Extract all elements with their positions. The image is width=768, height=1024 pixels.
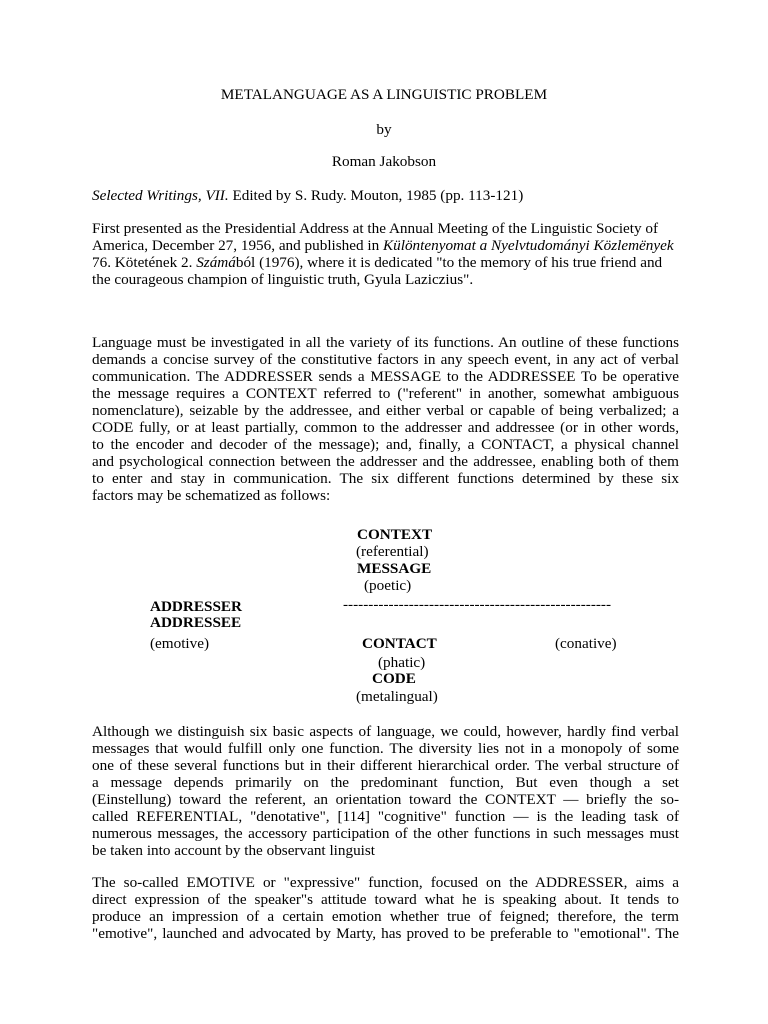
paragraph-emotive [92, 874, 679, 942]
paragraph-line: Language must be investigated in all the variety of its functions. An outline of these functions [92, 334, 679, 351]
citation-source: Selected Writings, VII. [92, 187, 229, 204]
paragraph-line: demands a concise survey of the constitutive factors in any speech event, in any act of verbal [92, 351, 679, 368]
scheme-emotive: (emotive) [150, 635, 210, 652]
note-text-3: ból (1976), where it is dedicated "to the memory of his true friend and the courageous champion of linguistic truth, Gyula Laziczius". [92, 254, 663, 288]
paragraph-line: direct expression of the speaker"s attitude toward what he is speaking about. It tends to [92, 891, 679, 908]
presentation-note [92, 220, 682, 288]
paragraph-line: a message depends primarily on the predominant function, But even though a set [92, 774, 679, 791]
paragraph-multifunction [92, 723, 679, 859]
scheme-addressee: ADDRESSEE [150, 614, 242, 631]
paragraph-line: factors may be schematized as follows: [92, 487, 331, 504]
paragraph-line: and psychological connection between the addresser and the addressee, enabling both of them [92, 453, 679, 470]
paragraph-line: The so-called EMOTIVE or "expressive" function, focused on the ADDRESSER, aims a [92, 874, 679, 891]
paragraph-line: to enter and stay in communication. The six different functions determined by these six [92, 470, 679, 487]
scheme-context: CONTEXT [357, 526, 433, 543]
scheme-addresser: ADDRESSER [150, 598, 242, 615]
paragraph-line: called REFERENTIAL, "denotative", [114] "cognitive" function — is the leading task of [92, 808, 679, 825]
scheme-phatic: (phatic) [378, 654, 426, 671]
scheme-message: MESSAGE [357, 560, 432, 577]
paragraph-line: one of these several functions but in their different hierarchical order. The verbal structure of [92, 757, 679, 774]
scheme-conative: (conative) [555, 635, 617, 652]
paragraph-line: Although we distinguish six basic aspects of language, we could, however, hardly find verbal [92, 723, 679, 740]
scheme-referential: (referential) [356, 543, 429, 560]
paragraph-line: nomenclature), seizable by the addressee, and either verbal or capable of being verbalized; a [92, 402, 679, 419]
citation [92, 187, 679, 204]
note-journal-title: Különtenyomat a Nyelvtudományi Közlemënyek [383, 237, 674, 254]
paragraph-line: communication. The ADDRESSER sends a MESSAGE to the ADDRESSEE To be operative [92, 368, 679, 385]
scheme-metalingual: (metalingual) [356, 688, 438, 705]
citation-details: Edited by S. Rudy. Mouton, 1985 (pp. 113-121) [228, 187, 524, 204]
paragraph-line: produce an impression of a certain emotion whether true of feigned; therefore, the term [92, 908, 679, 925]
note-italic-word: Számá [196, 254, 236, 271]
scheme-poetic: (poetic) [364, 577, 412, 594]
paragraph-line: (Einstellung) toward the referent, an orientation toward the CONTEXT — briefly the so- [92, 791, 679, 808]
scheme-divider: ----------------------------------------------------- [343, 596, 612, 613]
note-text-2: 76. Kötetének 2. [92, 254, 197, 271]
paragraph-line: to the encoder and decoder of the message); and, finally, a CONTACT, a physical channel [92, 436, 679, 453]
paragraph-line: numerous messages, the accessory participation of the other functions in such messages must [92, 825, 679, 842]
paragraph-line: the message requires a CONTEXT referred to ("referent" in another, somewhat ambiguous [92, 385, 679, 402]
paragraph-line: CODE fully, or at least partially, common to the addresser and addressee (or in other words, [92, 419, 679, 436]
paragraph-line: "emotive", launched and advocated by Marty, has proved to be preferable to "emotional". The [92, 925, 679, 942]
note-text-1: First presented as the Presidential Address at the Annual Meeting of the Linguistic Society of America, December 27, 1956, and published in [92, 220, 659, 254]
paragraph-line: messages that would fulfill only one function. The diversity lies not in a monopoly of some [92, 740, 679, 757]
paragraph-functions [92, 334, 679, 504]
author-name: Roman Jakobson [331, 153, 437, 170]
by-line: by [376, 121, 392, 138]
scheme-contact: CONTACT [362, 635, 437, 652]
scheme-code: CODE [372, 670, 416, 687]
paragraph-line: be taken into account by the observant linguist [92, 842, 376, 859]
document-title: METALANGUAGE AS A LINGUISTIC PROBLEM [220, 86, 548, 103]
